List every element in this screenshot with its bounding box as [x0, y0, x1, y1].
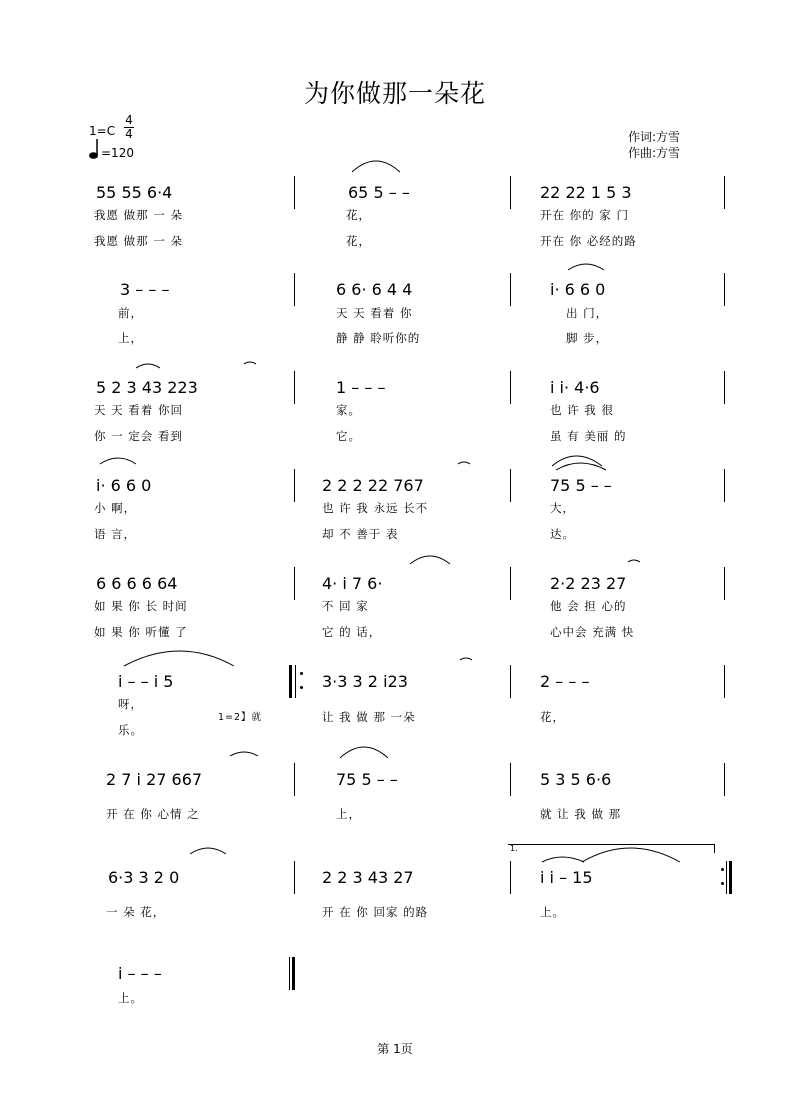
- measure-notes: 75 5 – –: [336, 770, 398, 789]
- lyric-line-1: 小 啊，: [94, 501, 137, 515]
- volta-label: 1.: [510, 844, 518, 853]
- measure-notes: 1 – – –: [336, 378, 386, 397]
- key-change-annotation: 1=2】就: [218, 712, 263, 723]
- measure-notes: 75 5 – –: [550, 476, 612, 495]
- song-title: 为你做那一朵花: [303, 79, 486, 108]
- lyric-line-1: 呀，: [118, 697, 143, 711]
- lyric-line-2: 乐。: [118, 723, 143, 737]
- lyric-line-1: 一 朵 花，: [106, 905, 166, 919]
- lyric-line-2: 它。: [336, 429, 361, 443]
- measure-notes: 22 22 1 5 3: [540, 183, 632, 202]
- measure-notes: 6 6· 6 4 4: [336, 280, 413, 299]
- measure-notes: 6·3 3 2 0: [108, 868, 180, 887]
- slur: [460, 658, 472, 660]
- lyric-line-2: 静 静 聆听你的: [336, 331, 421, 345]
- lyric-line-2: 我愿 做那 一 朵: [94, 234, 183, 248]
- time-denominator: 4: [125, 127, 133, 141]
- measure-notes: 65 5 – –: [348, 183, 410, 202]
- lyric-line-1: 如 果 你 长 时间: [94, 599, 188, 613]
- lyric-line-1: 家。: [336, 403, 361, 417]
- measure-notes: 2 7 i 27 667: [106, 770, 203, 789]
- slur: [244, 362, 256, 364]
- lyric-line-1: 上，: [336, 807, 361, 821]
- measure-notes: 2 – – –: [540, 672, 590, 691]
- lyric-line-1: 我愿 做那 一 朵: [94, 208, 183, 222]
- slur: [568, 264, 604, 270]
- lyric-line-1: 他 会 担 心的: [550, 599, 627, 613]
- lyricist-credit: 作词:方雪: [628, 130, 681, 144]
- lyric-line-1: 开 在 你 回家 的路: [322, 905, 429, 919]
- slur: [458, 462, 470, 464]
- lyric-line-1: 让 我 做 那 一朵: [322, 710, 416, 724]
- lyric-line-2: 上，: [118, 331, 143, 345]
- lyric-line-1: 出 门，: [566, 306, 609, 320]
- measure-notes: 5 2 3 43 223: [96, 378, 198, 397]
- lyric-line-1: 前，: [118, 306, 143, 320]
- lyric-line-2: 心中会 充满 快: [550, 625, 635, 639]
- composer-credit: 作曲:方雪: [628, 146, 681, 160]
- slur: [100, 458, 136, 464]
- measure-notes: i· 6 6 0: [96, 476, 152, 495]
- lyric-line-1: 花，: [346, 208, 371, 222]
- slur: [136, 364, 160, 368]
- measure-notes: 2 2 3 43 27: [322, 868, 414, 887]
- measure-notes: i· 6 6 0: [550, 280, 606, 299]
- measure-notes: i – – i 5: [118, 672, 174, 691]
- slur: [582, 848, 680, 862]
- lyric-line-2: 却 不 善于 表: [322, 527, 399, 541]
- lyric-line-2: 开在 你 必经的路: [540, 234, 637, 248]
- slur: [552, 456, 602, 466]
- lyric-line-1: 上。: [118, 991, 143, 1005]
- lyric-line-2: 花，: [346, 234, 371, 248]
- measure-notes: 3 – – –: [120, 280, 170, 299]
- key-signature: 1=C: [89, 124, 116, 138]
- lyric-line-1: 不 回 家: [322, 599, 369, 613]
- lyric-line-1: 天 天 看着 你回: [94, 403, 183, 417]
- lyric-line-1: 就 让 我 做 那: [540, 807, 622, 821]
- slur: [628, 560, 640, 562]
- measure-notes: 2·2 23 27: [550, 574, 627, 593]
- lyric-line-1: 开 在 你 心情 之: [106, 807, 200, 821]
- measure-notes: 3·3 3 2 i23: [322, 672, 408, 691]
- slur: [124, 651, 234, 666]
- lyric-line-2: 语 言，: [94, 527, 137, 541]
- lyric-line-1: 也 许 我 很: [550, 403, 614, 417]
- lyric-line-1: 开在 你的 家 门: [540, 208, 629, 222]
- measure-notes: i – – –: [118, 964, 162, 983]
- slur: [542, 857, 584, 862]
- lyric-line-1: 天 天 看着 你: [336, 306, 413, 320]
- time-numerator: 4: [125, 113, 133, 127]
- lyric-line-2: 脚 步，: [566, 331, 609, 345]
- slur: [340, 747, 388, 758]
- lyric-line-1: 大，: [550, 501, 575, 515]
- slur: [352, 161, 400, 172]
- measure-notes: 55 55 6·4: [96, 183, 173, 202]
- lyric-line-2: 它 的 话，: [322, 625, 382, 639]
- slur: [410, 556, 450, 564]
- lyric-line-2: 如 果 你 听懂 了: [94, 625, 188, 639]
- slur: [230, 752, 258, 756]
- lyric-line-2: 虽 有 美丽 的: [550, 429, 627, 443]
- page-number: 第 1页: [377, 1042, 413, 1056]
- lyric-line-2: 达。: [550, 527, 575, 541]
- lyric-line-2: 你 一 定会 看到: [94, 429, 183, 443]
- measure-notes: i i· 4·6: [550, 378, 600, 397]
- measure-notes: 6 6 6 6 64: [96, 574, 178, 593]
- lyric-line-1: 上。: [540, 905, 565, 919]
- slur: [190, 848, 226, 854]
- measure-notes: 2 2 2 22 767: [322, 476, 424, 495]
- tempo-marking: =120: [101, 146, 134, 160]
- lyric-line-1: 也 许 我 永远 长不: [322, 501, 429, 515]
- measure-notes: 4· i 7 6·: [322, 574, 383, 593]
- measure-notes: i i – 15: [540, 868, 593, 887]
- measure-notes: 5 3 5 6·6: [540, 770, 612, 789]
- lyric-line-1: 花，: [540, 710, 565, 724]
